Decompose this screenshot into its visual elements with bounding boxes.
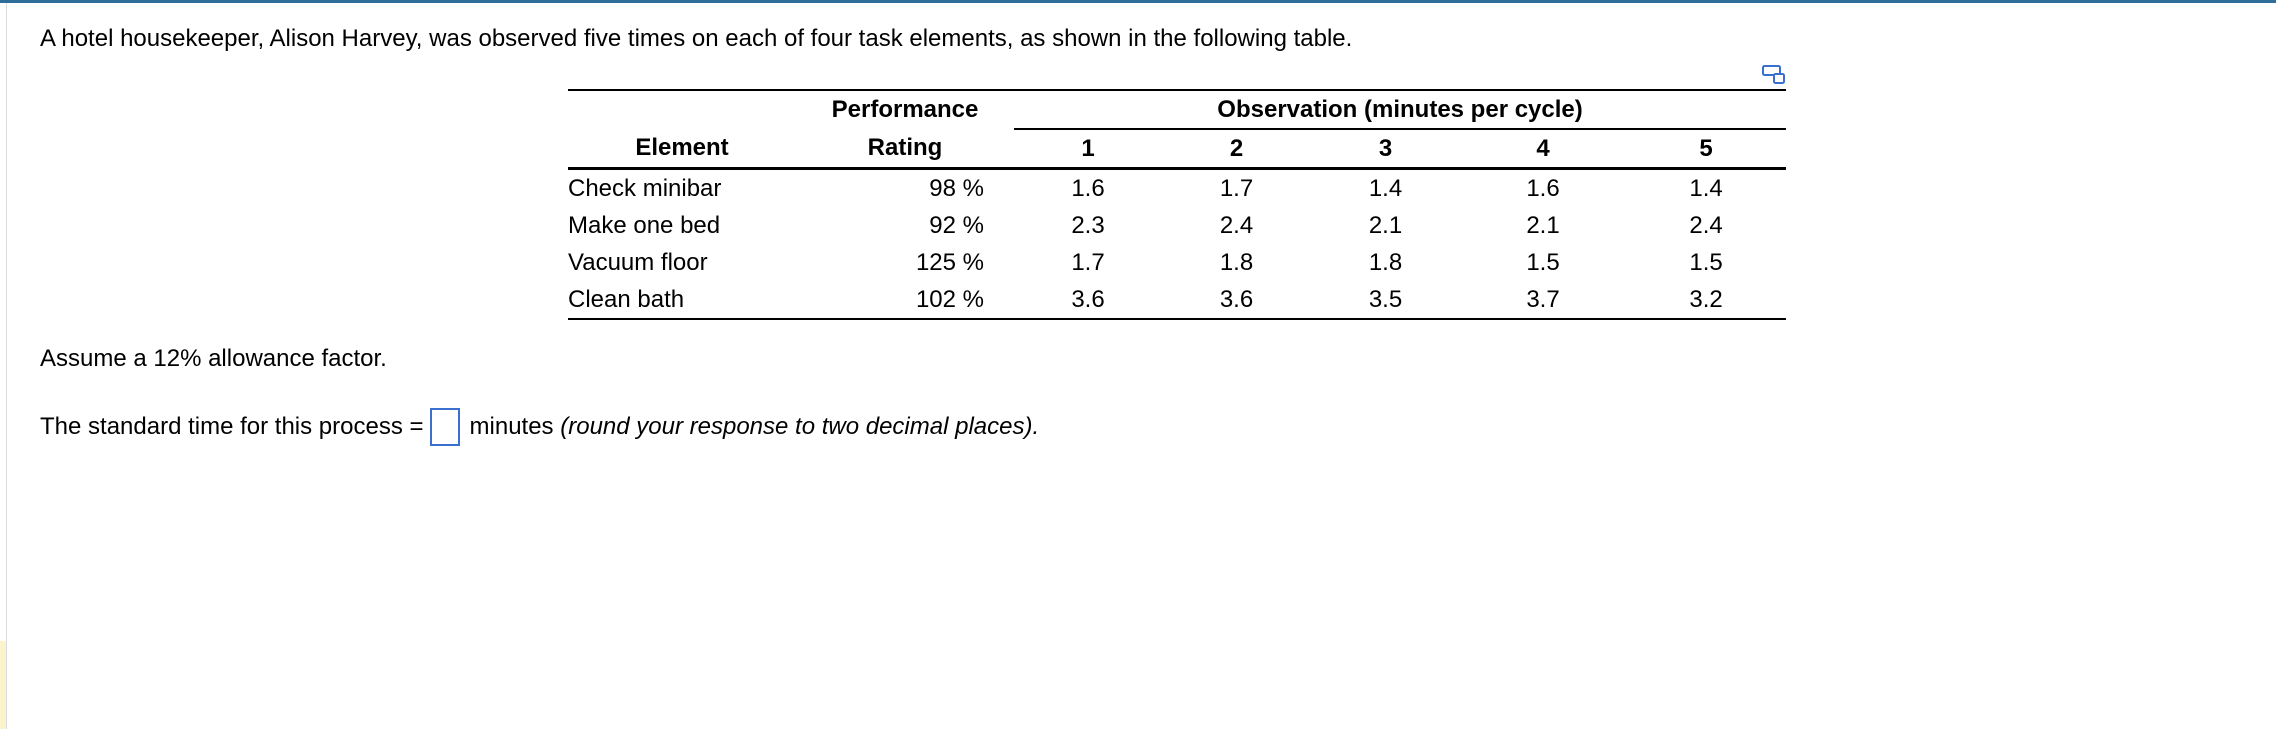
- rating-cell: 125 %: [915, 248, 984, 276]
- observation-cell: 1.6: [1071, 174, 1105, 202]
- header-observation-5: 5: [1626, 129, 1786, 169]
- element-cell: Check minibar: [568, 174, 722, 202]
- rating-cell: 102 %: [796, 281, 1014, 319]
- answer-prefix: The standard time for this process =: [40, 413, 424, 440]
- observation-cell: 2.4: [1219, 211, 1254, 239]
- observation-cell: 1.4: [1689, 174, 1723, 202]
- element-cell: Make one bed: [568, 211, 721, 239]
- observation-cell: 1.7: [1219, 174, 1254, 202]
- copy-table-icon[interactable]: [1761, 64, 1787, 86]
- table-row: [568, 207, 1786, 244]
- observation-cell: 1.4: [1368, 174, 1403, 202]
- header-element: Element: [568, 129, 796, 169]
- observation-cell: 1.7: [1071, 248, 1105, 276]
- observation-cell: 1.5: [1526, 248, 1560, 276]
- standard-time-input[interactable]: [430, 408, 460, 446]
- observation-table: [568, 89, 1786, 320]
- header-row-2: [568, 129, 1786, 169]
- table-row: [568, 244, 1786, 281]
- observation-cell: 1.8: [1219, 248, 1254, 276]
- observation-cell: 3.6: [1014, 281, 1162, 319]
- observation-cell: 2.4: [1689, 211, 1723, 239]
- observation-cell: 3.5: [1311, 281, 1460, 319]
- element-cell: Vacuum floor: [568, 248, 708, 276]
- observation-cell: 3.6: [1162, 281, 1311, 319]
- element-cell: Clean bath: [568, 281, 796, 319]
- header-observation-4: 4: [1460, 129, 1626, 169]
- left-accent-strip: [0, 641, 6, 729]
- observation-cell: 2.1: [1526, 211, 1560, 239]
- observation-cell: 1.6: [1526, 174, 1560, 202]
- rating-cell: 98 %: [929, 174, 984, 202]
- rating-cell: 92 %: [929, 211, 984, 239]
- question-intro: A hotel housekeeper, Alison Harvey, was observed five times on each of four task elements, as shown in the following table.: [40, 25, 1353, 52]
- allowance-statement: Assume a 12% allowance factor.: [40, 345, 387, 372]
- header-rating-line1: Performance: [796, 90, 1014, 129]
- observation-cell: 3.2: [1626, 281, 1786, 319]
- observation-cell: 1.8: [1368, 248, 1403, 276]
- left-border: [6, 3, 7, 729]
- header-row-1: [568, 90, 1786, 129]
- header-observation-1: 1: [1014, 129, 1162, 169]
- header-rating-line2: Rating: [796, 129, 1014, 169]
- header-blank: [568, 90, 796, 129]
- observation-cell: 1.5: [1689, 248, 1723, 276]
- observation-cell: 2.3: [1071, 211, 1105, 239]
- top-border: [0, 0, 2276, 3]
- table-row: [568, 169, 1786, 208]
- header-observation-3: 3: [1311, 129, 1460, 169]
- answer-line: [40, 408, 1039, 446]
- rounding-hint: (round your response to two decimal places).: [560, 413, 1040, 440]
- header-observation-group: Observation (minutes per cycle): [1014, 90, 1786, 129]
- observation-cell: 3.7: [1460, 281, 1626, 319]
- table-row: [568, 281, 1786, 319]
- header-observation-2: 2: [1162, 129, 1311, 169]
- answer-unit: minutes: [469, 413, 554, 440]
- observation-cell: 2.1: [1368, 211, 1403, 239]
